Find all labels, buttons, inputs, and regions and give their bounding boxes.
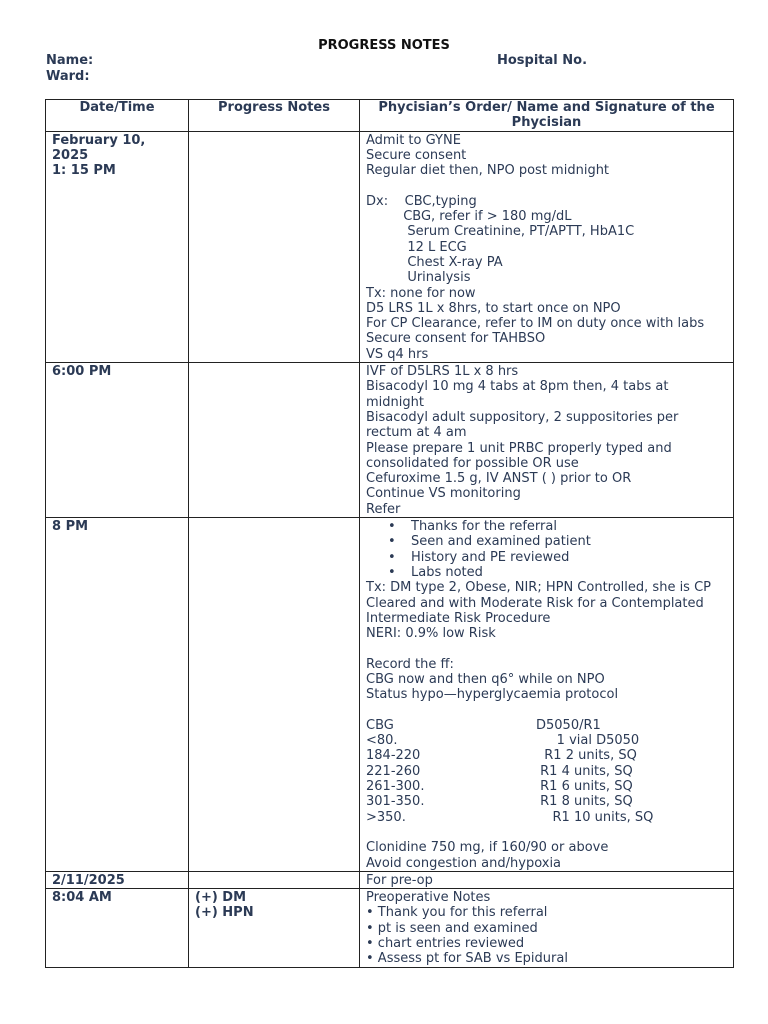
date-line: 2/11/2025 [52, 872, 125, 888]
cbg-dose: R1 6 units, SQ [536, 779, 633, 795]
order-blank-line [366, 178, 727, 193]
cbg-dose: R1 4 units, SQ [536, 763, 633, 779]
progress-note-line: (+) DM [195, 890, 247, 906]
cbg-dose: R1 2 units, SQ [536, 748, 637, 764]
progress-notes-cell [189, 363, 360, 518]
order-line: VS q4 hrs [366, 346, 429, 362]
table-header-row [46, 100, 734, 132]
order-line: Tx: DM type 2, Obese, NIR; HPN Controlled, she is CP Cleared and with Moderate Risk for a Contemplated Intermediate Risk Procedure [366, 580, 712, 626]
order-blank-line [366, 641, 727, 656]
order-blank-line [366, 825, 727, 840]
progress-notes-cell [189, 889, 360, 967]
date-line: 8 PM [52, 519, 89, 535]
cbg-range: 261-300. [366, 779, 425, 795]
order-line: Regular diet then, NPO post midnight [366, 163, 610, 179]
cbg-dose: D5050/R1 [536, 717, 601, 733]
date-time-cell [46, 131, 189, 362]
progress-notes-table [45, 99, 734, 968]
order-line: Avoid congestion and/hypoxia [366, 855, 562, 871]
order-line: Serum Creatinine, PT/APTT, HbA1C [366, 224, 635, 240]
order-line: NERI: 0.9% low Risk [366, 626, 496, 642]
date-line: 6:00 PM [52, 364, 112, 380]
orders-cell [360, 889, 734, 967]
date-time-cell [46, 889, 189, 967]
order-line: Record the ff: [366, 656, 454, 672]
order-line: Chest X-ray PA [366, 254, 503, 270]
cbg-range: 221-260 [366, 763, 421, 779]
orders-cell [360, 518, 734, 872]
cbg-range: >350. [366, 809, 406, 825]
date-time-cell [46, 871, 189, 888]
cbg-range: 301-350. [366, 794, 425, 810]
date-time-cell [46, 363, 189, 518]
order-line: Preoperative Notes [366, 890, 491, 906]
list-item: • History and PE reviewed [411, 550, 727, 565]
orders-cell [360, 131, 734, 362]
name-label: Name: [46, 53, 94, 68]
order-line: • chart entries reviewed [366, 936, 525, 952]
order-line: Urinalysis [366, 270, 471, 286]
order-line: Continue VS monitoring [366, 486, 521, 502]
date-line: 8:04 AM [52, 890, 112, 906]
header-date-time: Date/Time [46, 100, 189, 132]
orders-cell [360, 363, 734, 518]
date-time-cell [46, 518, 189, 872]
cbg-dose: 1 vial D5050 [536, 733, 640, 749]
order-line: Tx: none for now [366, 285, 476, 301]
page-title: PROGRESS NOTES [318, 38, 450, 53]
cbg-sliding-scale [366, 718, 727, 825]
progress-notes-cell [189, 518, 360, 872]
list-item: • Labs noted [411, 565, 727, 580]
order-line: • Assess pt for SAB vs Epidural [366, 951, 568, 967]
progress-note-line: (+) HPN [195, 905, 254, 921]
progress-notes-cell [189, 871, 360, 888]
order-line: For pre-op [366, 872, 433, 888]
order-line: Cefuroxime 1.5 g, IV ANST ( ) prior to OR [366, 471, 632, 487]
cbg-range: CBG [366, 717, 394, 733]
order-line: Admit to GYNE [366, 132, 461, 148]
date-line: February 10, [52, 132, 146, 148]
table-row [46, 131, 734, 362]
table-row [46, 363, 734, 518]
order-line: Bisacodyl adult suppository, 2 suppositories per rectum at 4 am [366, 409, 679, 441]
hospital-number-label: Hospital No. [497, 53, 588, 68]
orders-cell [360, 871, 734, 888]
table-row [46, 871, 734, 888]
referral-bullet-list [366, 519, 727, 580]
order-line: CBG, refer if > 180 mg/dL [366, 209, 572, 225]
order-line: • Thank you for this referral [366, 905, 548, 921]
order-line: D5 LRS 1L x 8hrs, to start once on NPO [366, 300, 621, 316]
header-progress-notes: Progress Notes [189, 100, 360, 132]
date-line: 1: 15 PM [52, 163, 116, 179]
cbg-dose: R1 10 units, SQ [536, 809, 654, 825]
order-line: For CP Clearance, refer to IM on duty once with labs [366, 316, 705, 332]
order-line: CBG now and then q6° while on NPO [366, 671, 605, 687]
order-line: Please prepare 1 unit PRBC properly typed and consolidated for possible OR use [366, 440, 672, 471]
table-row [46, 889, 734, 967]
order-blank-line [366, 703, 727, 718]
order-line: Secure consent [366, 147, 467, 163]
cbg-range: <80. [366, 733, 398, 749]
order-line: Dx: CBC,typing [366, 193, 477, 209]
order-line: Bisacodyl 10 mg 4 tabs at 8pm then, 4 tabs at midnight [366, 379, 669, 410]
order-line: 12 L ECG [366, 239, 467, 255]
cbg-range: 184-220 [366, 748, 421, 764]
table-row [46, 518, 734, 872]
cbg-dose: R1 8 units, SQ [536, 794, 633, 810]
order-line: Secure consent for TAHBSO [366, 331, 546, 347]
order-line: IVF of D5LRS 1L x 8 hrs [366, 364, 519, 380]
order-line: Status hypo—hyperglycaemia protocol [366, 687, 619, 703]
order-line: Clonidine 750 mg, if 160/90 or above [366, 840, 609, 856]
list-item: • Seen and examined patient [411, 534, 727, 549]
progress-notes-cell [189, 131, 360, 362]
order-line: • pt is seen and examined [366, 920, 538, 936]
header-physician-order: Phycisian’s Order/ Name and Signature of the Phycisian [360, 100, 734, 132]
ward-label: Ward: [46, 69, 90, 84]
date-line: 2025 [52, 147, 89, 163]
list-item: • Thanks for the referral [411, 519, 727, 534]
order-line: Refer [366, 501, 401, 517]
